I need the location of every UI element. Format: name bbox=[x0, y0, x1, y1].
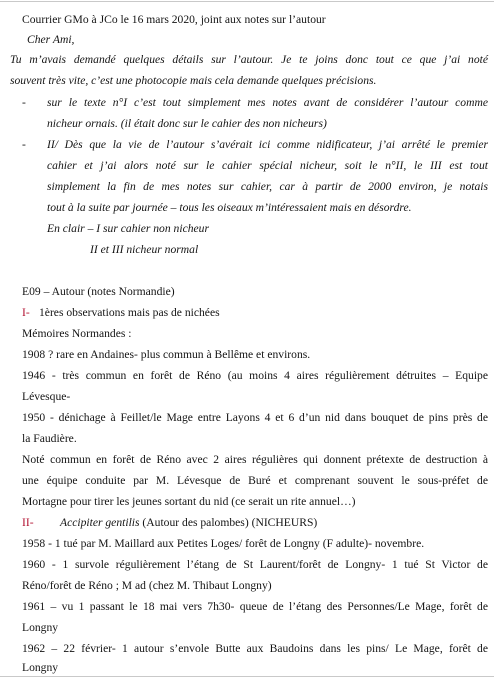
bullet-line: cahier et j’ai alors noté sur le cahier spécial nicheur, soit le n°II, le III est tout bbox=[47, 159, 488, 172]
bullet-line: simplement la fin de mes notes sur cahier, car à partir de 2000 environ, je notais bbox=[47, 180, 488, 193]
section-heading-rest: (Autour des palombes) (NICHEURS) bbox=[139, 516, 318, 529]
letter-header: Courrier GMo à JCo le 16 mars 2020, joint aux notes sur l’autour bbox=[22, 13, 326, 26]
note-line: 1961 – vu 1 passant le 18 mai vers 7h30- queue de l’étang des Personnes/Le Mage, forêt de bbox=[22, 600, 488, 613]
notes-title: E09 – Autour (notes Normandie) bbox=[22, 285, 175, 298]
section-numeral: I- bbox=[22, 306, 30, 319]
bullet-line: sur le texte n°I c’est tout simplement mes notes avant de considérer l’autour comme bbox=[47, 96, 488, 109]
section-heading bbox=[60, 515, 317, 530]
note-line: Longny bbox=[22, 621, 59, 634]
bullet-line: tout à la suite par journée – tous les oiseaux m’intéressaient mais en désordre. bbox=[47, 201, 412, 214]
note-line: Réno/forêt de Réno ; M ad (chez M. Thibaut Longny) bbox=[22, 579, 272, 592]
intro-line: souvent très vite, c’est une photocopie mais cela demande quelques précisions. bbox=[10, 74, 377, 87]
salutation: Cher Ami, bbox=[27, 33, 75, 46]
note-line: la Faudière. bbox=[22, 432, 77, 445]
species-name: Accipiter gentilis bbox=[60, 516, 140, 529]
note-line: Lévesque- bbox=[22, 390, 71, 403]
note-line: Mortagne pour tirer les jeunes sortant du nid (ce serait un rite annuel…) bbox=[22, 495, 356, 508]
section-numeral: II- bbox=[22, 516, 34, 529]
indented-line: II et III nicheur normal bbox=[90, 243, 199, 256]
bullet-marker: - bbox=[22, 96, 26, 109]
note-line: une équipe conduite par M. Lévesque de Buré et comprenant souvent le sous-préfet de bbox=[22, 474, 488, 487]
note-line: 1960 - 1 survole régulièrement l’étang de St Laurent/forêt de Longny- 1 tué St Victor de bbox=[22, 558, 488, 571]
note-line: Noté commun en forêt de Réno avec 2 aires régulières qui donnent prétexte de destruction à bbox=[22, 453, 488, 466]
note-line: Longny bbox=[22, 661, 59, 674]
bullet-line: II/ Dès que la vie de l’autour s’avérait ici comme nidificateur, j’ai arrêté le premier bbox=[47, 138, 488, 151]
note-line: 1946 - très commun en forêt de Réno (au moins 4 aires régulièrement détruites – Equipe bbox=[22, 369, 488, 382]
bullet-line: nicheur ornais. (il était donc sur le cahier des non nicheurs) bbox=[47, 117, 327, 130]
memoires-heading: Mémoires Normandes : bbox=[22, 327, 132, 340]
bullet-marker: - bbox=[22, 138, 26, 151]
top-border bbox=[0, 1, 494, 2]
section-heading: 1ères observations mais pas de nichées bbox=[39, 306, 220, 319]
bottom-border bbox=[0, 676, 494, 677]
note-line: 1950 - dénichage à Feillet/le Mage entre Layons 4 et 6 d’un nid dans bouquet de pins près de bbox=[22, 411, 488, 424]
note-line: 1962 – 22 février- 1 autour s’envole Butte aux Baudoins dans les pins/ Le Mage, forêt de bbox=[22, 642, 488, 655]
bullet-line: En clair – I sur cahier non nicheur bbox=[47, 222, 209, 235]
note-line: 1958 - 1 tué par M. Maillard aux Petites Loges/ forêt de Longny (F adulte)- novembre. bbox=[22, 537, 425, 550]
note-line: 1908 ? rare en Andaines- plus commun à Bellême et environs. bbox=[22, 348, 311, 361]
intro-line: Tu m’avais demandé quelques détails sur l’autour. Je te joins donc tout ce que j’ai noté bbox=[10, 53, 488, 66]
